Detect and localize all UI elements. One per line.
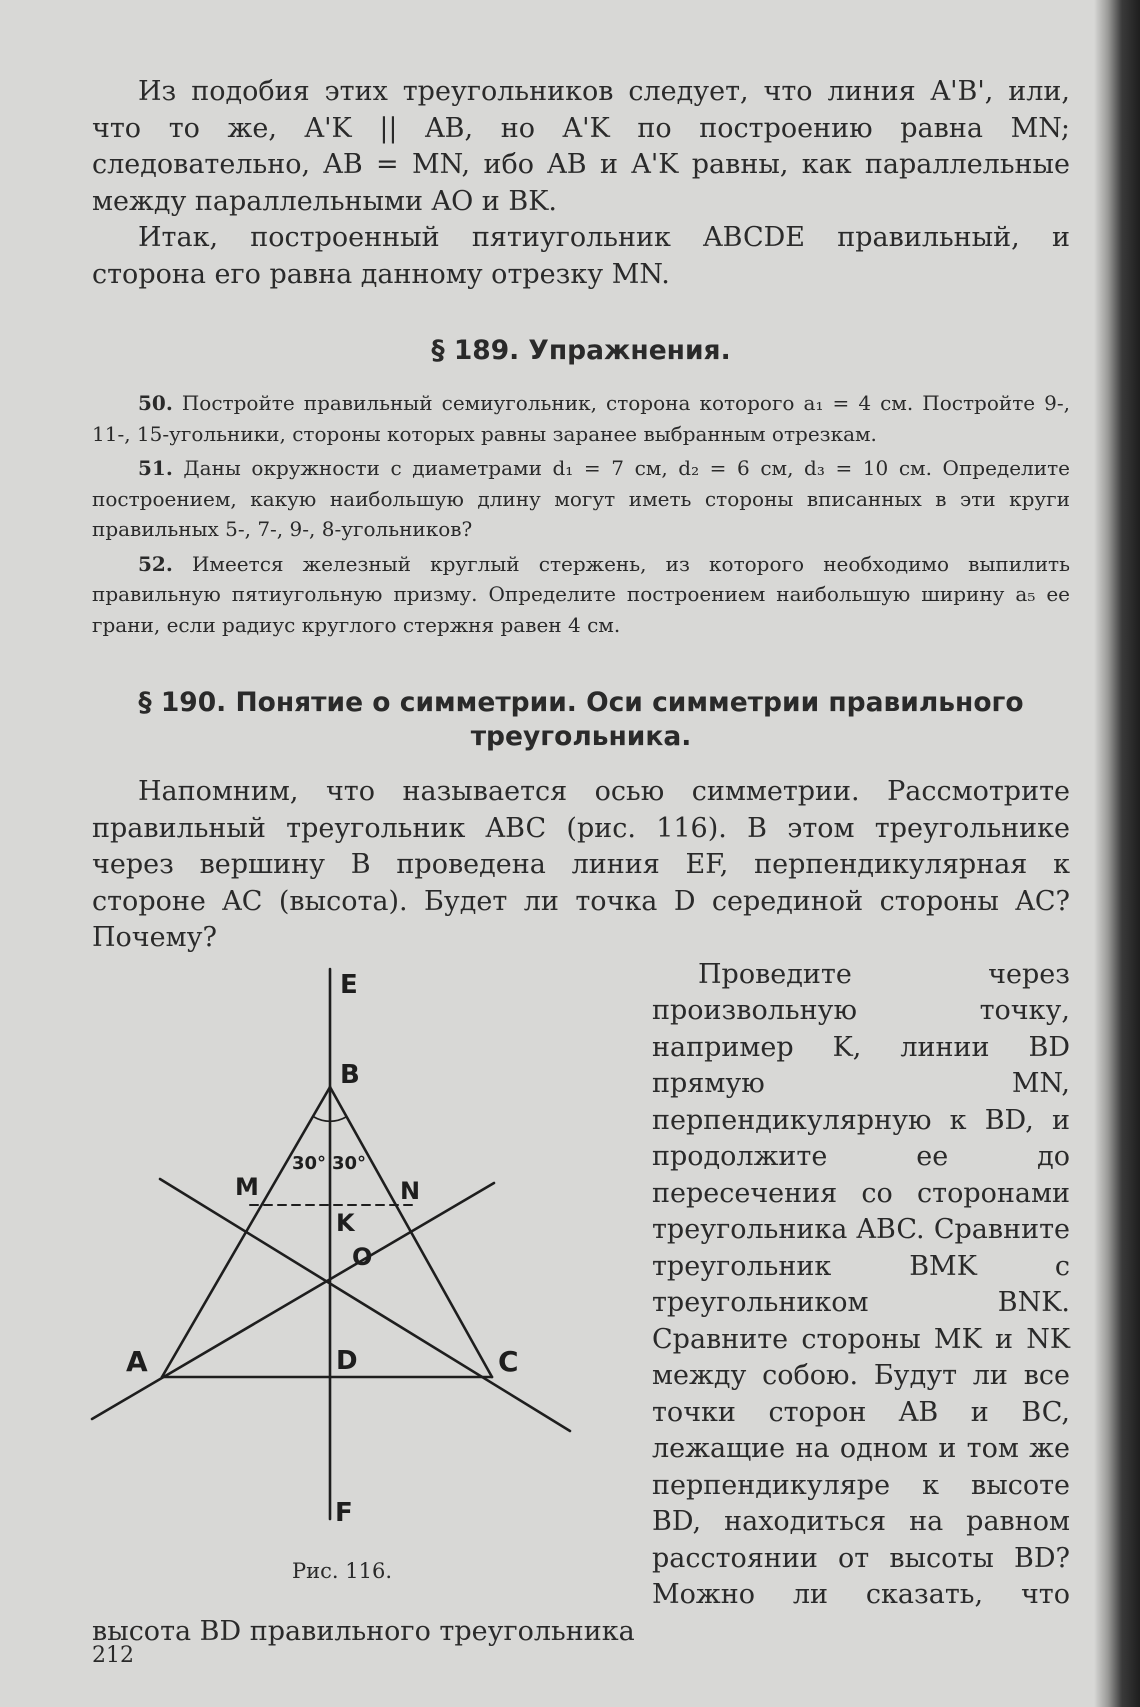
- exercise-number: 52.: [138, 551, 173, 576]
- exercise-number: 51.: [138, 456, 173, 480]
- label-angle-left: 30°: [292, 1152, 327, 1174]
- paragraph-similarity: Из подобия этих треугольников следует, что линия A'B', или, что то же, A'K || AB, но A'K по построению равна MN; следовательно, AB = MN, ибо AB и A'K равны, как параллельные между параллельными AO и BK.: [92, 76, 1070, 217]
- figure-116: [78, 959, 638, 1599]
- paragraph-construction-exercise: Проведите через произвольную точку, например K, линии BD прямую MN, перпендикулярную к BD, и продолжите ее до пересечения со сторонами треугольника ABC. Сравните треугольник BMK с треугольником BNK. Сравните стороны MK и NK между собою. Будут ли все точки сторон AB и BC, лежащие на одном и том же перпендикуляре к высоте BD, находиться на равном расстоянии от высоты BD? Можно ли сказать, что высота BD правильного треугольника: [92, 958, 1070, 1647]
- exercise-51: [92, 453, 1070, 545]
- section-190-heading-line2: треугольника.: [470, 721, 692, 752]
- median-line-through-a-c: [160, 1176, 570, 1431]
- paragraph-pentagon-conclusion: Итак, построенный пятиугольник ABCDE правильный, и сторона его равна данному отрезку MN.: [92, 222, 1070, 290]
- page-binding-shadow: [1094, 0, 1140, 1707]
- label-n: N: [400, 1176, 421, 1205]
- label-m: M: [235, 1172, 259, 1201]
- figure-caption: Рис. 116.: [292, 1558, 392, 1583]
- label-c: C: [498, 1344, 519, 1378]
- section-189-heading: § 189. Упражнения.: [431, 335, 731, 366]
- label-k: K: [336, 1208, 355, 1237]
- exercise-number: 50.: [138, 391, 173, 415]
- label-e: E: [340, 969, 358, 1000]
- exercise-text: Даны окружности с диаметрами d₁ = 7 см, d₂ = 6 см, d₃ = 10 см. Определите построением, какую наибольшую длину могут иметь стороны вписанных в эти круги правильных 5-, 7-, 9-, 8-угольников?: [92, 456, 1070, 541]
- exercise-text: Имеется железный круглый стержень, из которого необходимо выпилить правильную пятиугольную призму. Определите построением наибольшую ширину a₅ ее грани, если радиус круглого стержня равен 4 см.: [92, 551, 1071, 637]
- section-190-heading-line1: § 190. Понятие о симметрии. Оси симметрии правильного: [138, 687, 1024, 718]
- median-line-through-c: [92, 1183, 494, 1419]
- label-a: A: [126, 1344, 148, 1378]
- exercise-text: Постройте правильный семиугольник, сторона которого a₁ = 4 см. Постройте 9-, 11-, 15-угольники, стороны которых равны заранее выбранным отрезкам.: [92, 391, 1071, 446]
- page-number: 212: [92, 1643, 134, 1668]
- exercise-50: [92, 388, 1070, 449]
- label-o: O: [352, 1242, 373, 1271]
- label-f: F: [335, 1497, 353, 1528]
- triangle-diagram: [78, 959, 638, 1559]
- label-angle-right: 30°: [332, 1152, 367, 1174]
- label-b: B: [340, 1059, 360, 1090]
- exercise-52: [92, 549, 1070, 641]
- label-d: D: [336, 1345, 358, 1376]
- section-190-heading: [92, 686, 1070, 754]
- page-content: [92, 74, 1070, 1650]
- paragraph-symmetry-intro: Напомним, что называется осью симметрии. Рассмотрите правильный треугольник ABC (рис. 116). В этом треугольнике через вершину B проведена линия EF, перпендикулярная к стороне AC (высота). Будет ли точка D серединой стороны AC? Почему?: [92, 776, 1070, 953]
